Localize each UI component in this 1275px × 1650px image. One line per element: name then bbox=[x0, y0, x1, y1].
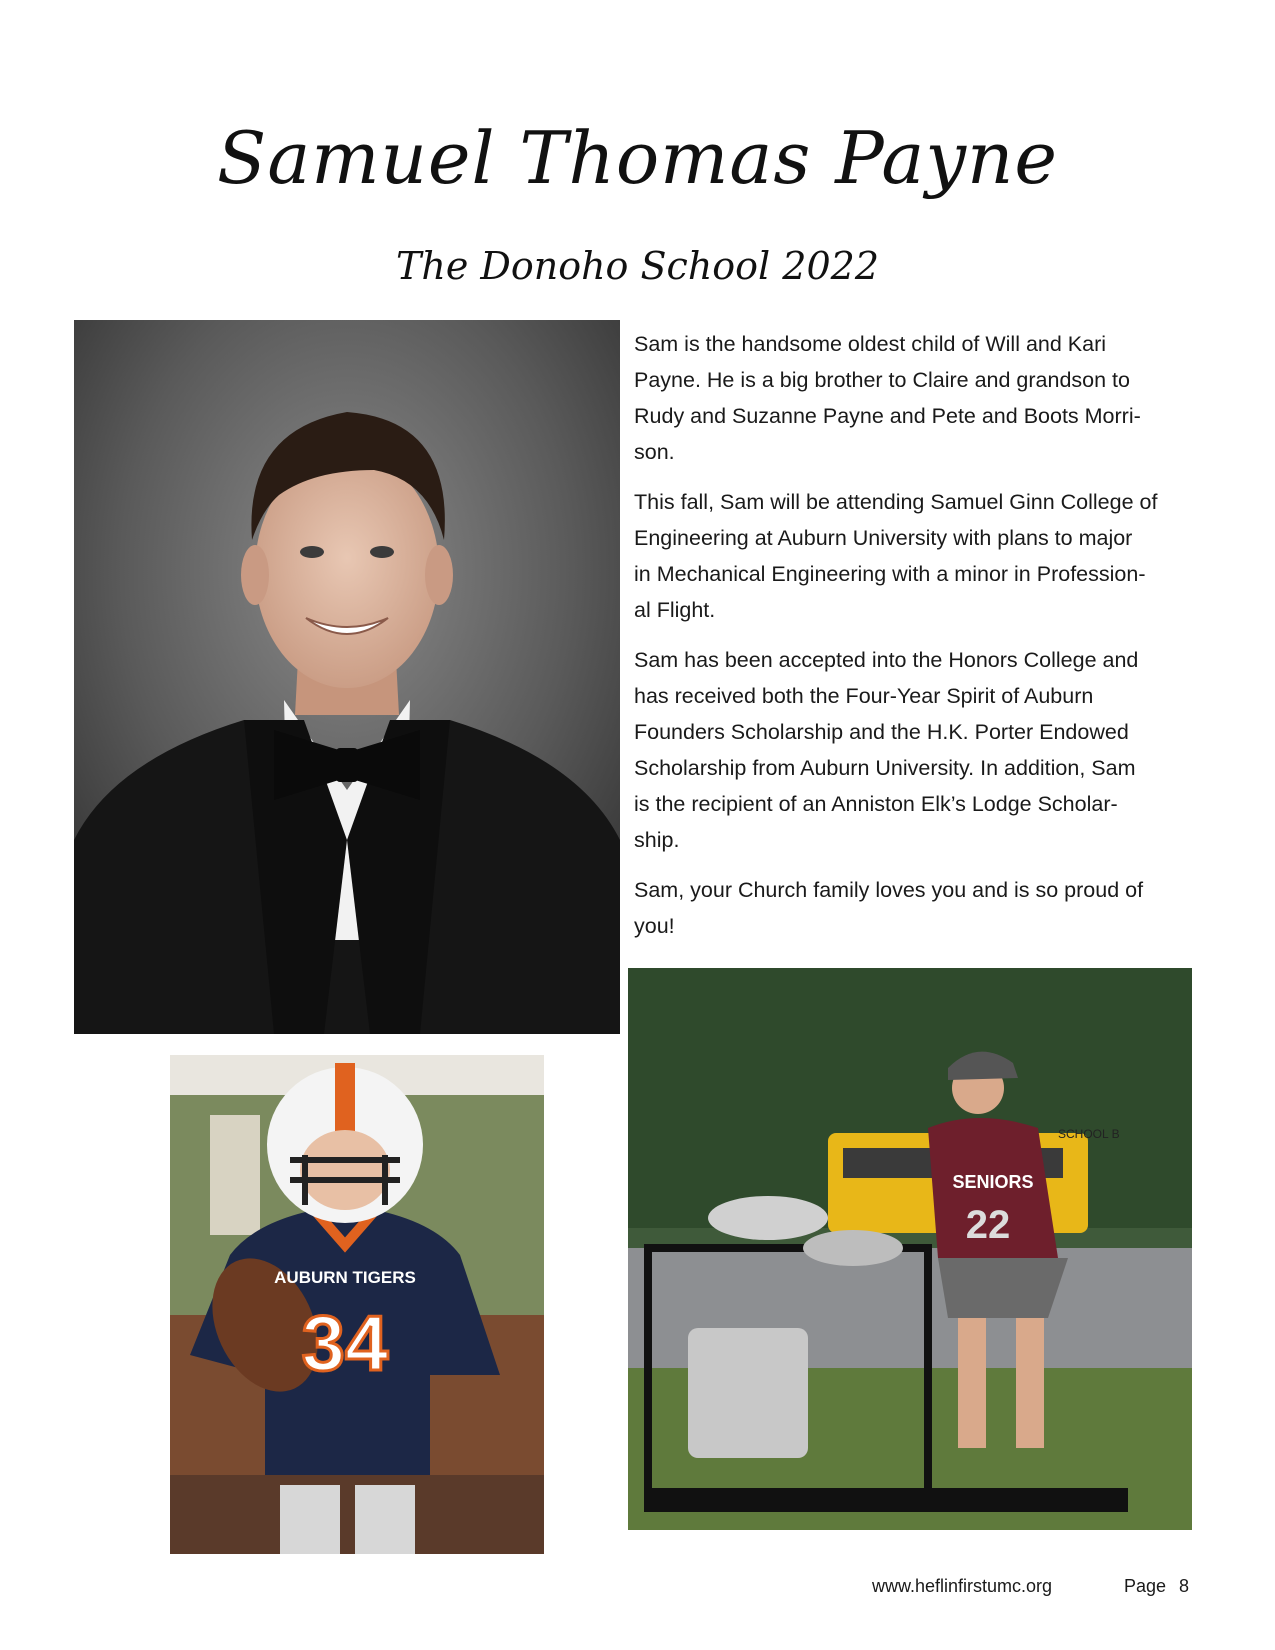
page-number: Page 8 bbox=[1124, 1576, 1190, 1596]
bio-paragraph: Sam has been accepted into the Honors College and has received both the Four-Year Spirit of Auburn Founders Scholarship and the H.K. Porter Endowed Scholarship from Auburn University. In addition, Sam is the recipient of an Anniston Elk’s Lodge Scholar- ship. bbox=[634, 648, 1139, 852]
childhood-football-photo bbox=[170, 1055, 544, 1554]
jersey-text: AUBURN TIGERS bbox=[274, 1268, 416, 1287]
bio-paragraph: Sam, your Church family loves you and is so proud of you! bbox=[634, 878, 1144, 938]
jersey-number: 34 bbox=[301, 1299, 389, 1387]
footer-url[interactable]: www.heflinfirstumc.org bbox=[872, 1576, 1053, 1596]
bio-text bbox=[634, 326, 1204, 958]
bio-paragraph: Sam is the handsome oldest child of Will and Kari Payne. He is a big brother to Claire and grandson to Rudy and Suzanne Payne and Pete and Boots Morri- son. bbox=[634, 332, 1141, 464]
bus-text: SCHOOL B bbox=[1058, 1127, 1120, 1141]
senior-portrait-photo bbox=[74, 320, 620, 1034]
bio-paragraph: This fall, Sam will be attending Samuel Ginn College of Engineering at Auburn University with plans to major in Mechanical Engineering with a minor in Profession- al Flight. bbox=[634, 490, 1158, 622]
page-subtitle: The Donoho School 2022 bbox=[396, 244, 879, 288]
drumming-photo bbox=[628, 968, 1192, 1530]
shirt-number: 22 bbox=[965, 1203, 1011, 1247]
page-title: Samuel Thomas Payne bbox=[217, 116, 1058, 200]
shirt-text: SENIORS bbox=[952, 1172, 1034, 1192]
